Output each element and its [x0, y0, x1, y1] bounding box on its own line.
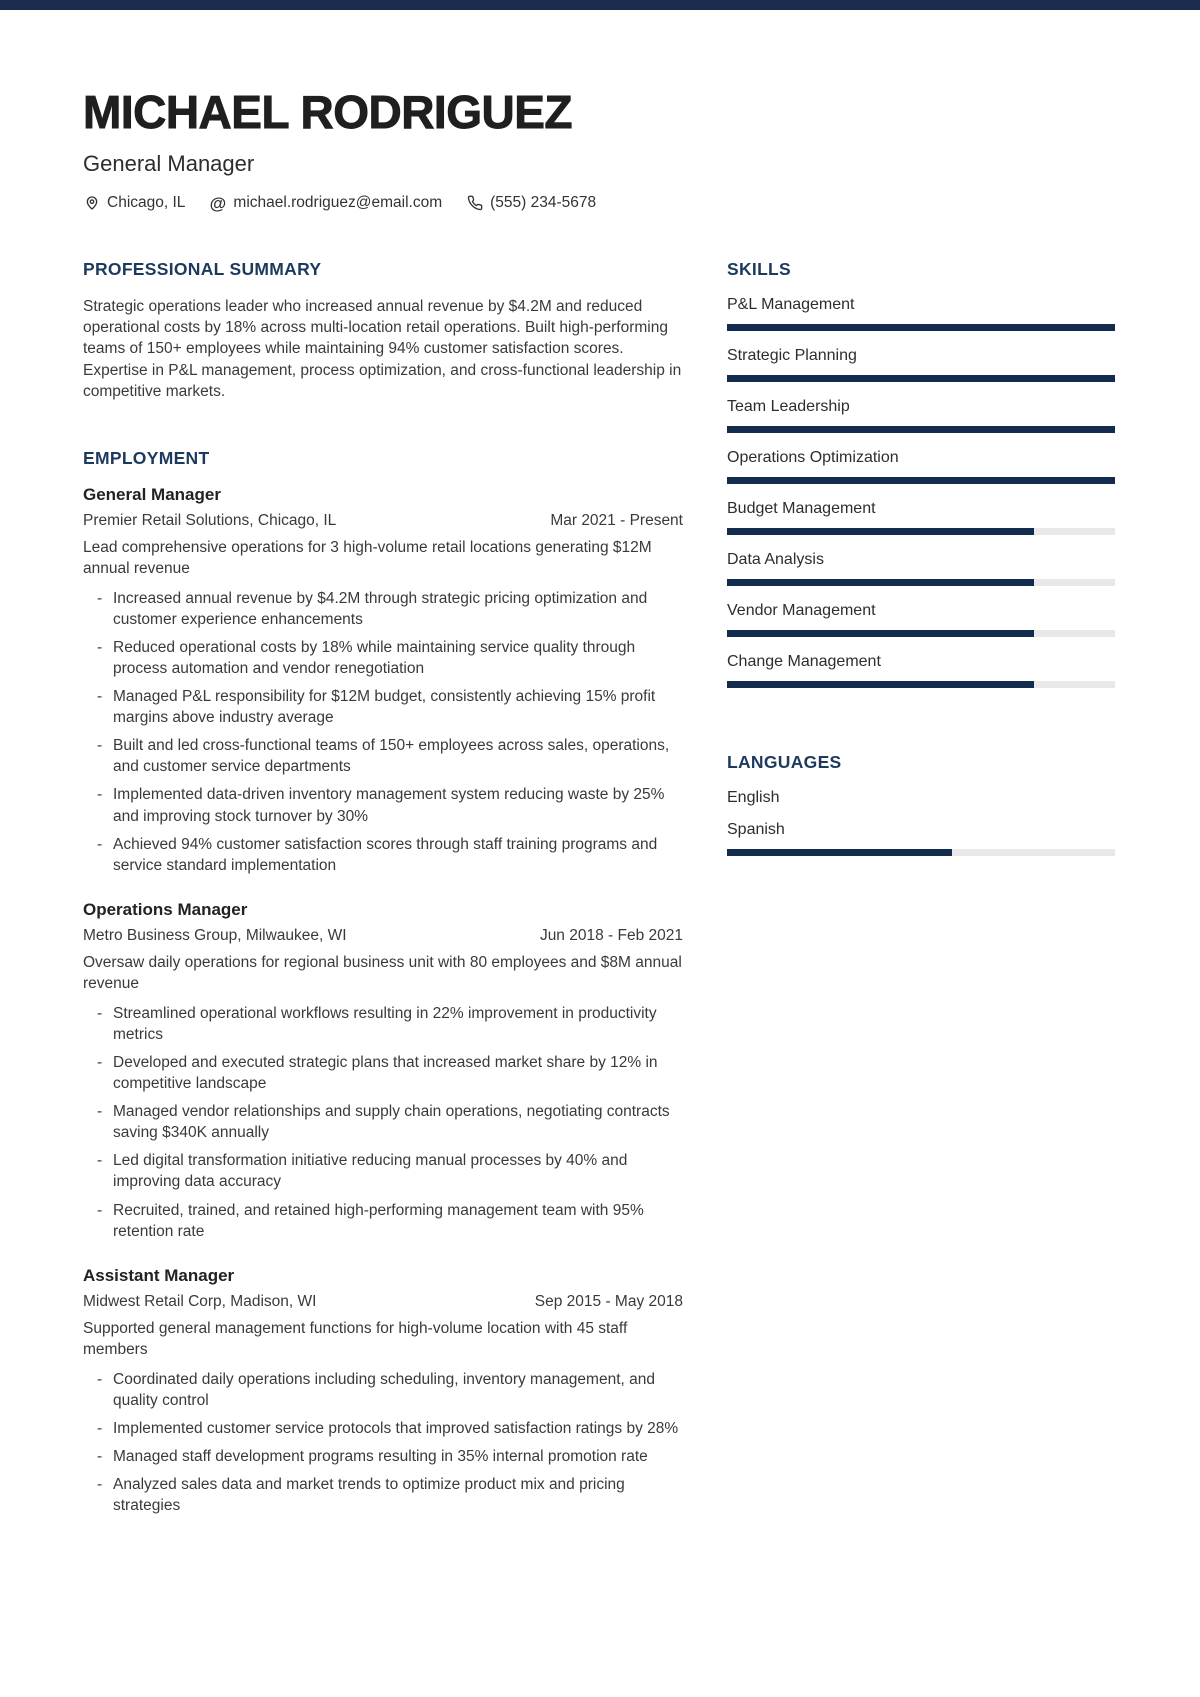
job-bullet: - Managed staff development programs resulting in 35% internal promotion rate: [97, 1446, 683, 1467]
job-bullets: [83, 588, 683, 876]
skill-label: Strategic Planning: [727, 347, 857, 365]
job-bullet: - Led digital transformation initiative reducing manual processes by 40% and improving data accuracy: [97, 1150, 683, 1192]
skill-label: Vendor Management: [727, 602, 876, 620]
language-bar-track: [727, 849, 1115, 856]
job-company: Metro Business Group, Milwaukee, WI: [83, 926, 347, 944]
skill-bar-fill: [727, 579, 1034, 586]
summary-section: [83, 259, 683, 401]
job-title: Assistant Manager: [83, 1265, 235, 1285]
map-pin-icon: [83, 195, 100, 212]
phone-icon: [466, 195, 483, 212]
job-company: Midwest Retail Corp, Madison, WI: [83, 1292, 317, 1310]
contact-email: [209, 194, 442, 212]
contact-row: [83, 194, 1115, 212]
skill-item: [727, 398, 1115, 433]
skill-bar-track: [727, 375, 1115, 382]
skill-label: Team Leadership: [727, 398, 850, 416]
employment-heading: EMPLOYMENT: [83, 447, 210, 468]
language-bar-fill: [727, 849, 952, 856]
job-meta-line: [83, 1293, 683, 1311]
job-bullet: - Managed vendor relationships and supply chain operations, negotiating contracts saving $340K annually: [97, 1101, 683, 1143]
job-entry: [83, 1266, 683, 1517]
contact-location: [83, 194, 185, 212]
skill-item: [727, 500, 1115, 535]
language-label: English: [727, 789, 780, 807]
at-sign-icon: @: [209, 193, 227, 213]
skill-item: [727, 296, 1115, 331]
person-title: General Manager: [83, 151, 255, 177]
languages-section: [727, 752, 1115, 856]
job-bullets: [83, 1369, 683, 1516]
job-lead: Oversaw daily operations for regional business unit with 80 employees and $8M annual revenue: [83, 953, 682, 992]
skill-item: [727, 551, 1115, 586]
skill-bar-track: [727, 579, 1115, 586]
skill-label: Data Analysis: [727, 551, 824, 569]
language-label: Spanish: [727, 821, 785, 839]
job-bullet: - Increased annual revenue by $4.2M through strategic pricing optimization and customer experience enhancements: [97, 588, 683, 630]
job-meta-line: [83, 512, 683, 530]
top-accent-bar: [0, 0, 1200, 10]
job-bullet: - Analyzed sales data and market trends to optimize product mix and pricing strategies: [97, 1474, 683, 1516]
resume-header: [83, 88, 1115, 212]
job-title: General Manager: [83, 484, 221, 504]
skill-item: [727, 449, 1115, 484]
skill-bar-fill: [727, 681, 1034, 688]
skill-label: Operations Optimization: [727, 449, 899, 467]
job-bullet: - Achieved 94% customer satisfaction scores through staff training programs and service standard implementation: [97, 834, 683, 876]
job-dates: Jun 2018 - Feb 2021: [539, 926, 683, 944]
contact-email-text: michael.rodriguez@email.com: [233, 194, 443, 212]
skill-bar-fill: [727, 426, 1115, 433]
job-title: Operations Manager: [83, 899, 248, 919]
skill-item: [727, 602, 1115, 637]
skill-item: [727, 347, 1115, 382]
sidebar-column: [727, 259, 1115, 1523]
job-entry: [83, 485, 683, 876]
job-bullet: - Reduced operational costs by 18% while maintaining service quality through process automation and vendor renegotiation: [97, 637, 683, 679]
contact-phone-text: (555) 234-5678: [490, 194, 597, 212]
languages-heading: LANGUAGES: [727, 752, 842, 773]
job-entry: [83, 900, 683, 1242]
job-company: Premier Retail Solutions, Chicago, IL: [83, 511, 337, 529]
contact-location-text: Chicago, IL: [107, 194, 186, 212]
language-item: [727, 789, 1115, 807]
page-content: [0, 10, 1200, 1523]
job-bullet: - Coordinated daily operations including scheduling, inventory management, and quality control: [97, 1369, 683, 1411]
skill-bar-track: [727, 528, 1115, 535]
job-dates: Mar 2021 - Present: [550, 511, 683, 529]
contact-phone: [466, 194, 596, 212]
employment-section: [83, 448, 683, 1517]
job-bullets: [83, 1003, 683, 1242]
skill-label: P&L Management: [727, 296, 855, 314]
skills-heading: SKILLS: [727, 259, 792, 280]
skill-bar-track: [727, 477, 1115, 484]
job-lead: Lead comprehensive operations for 3 high-volume retail locations generating $12M annual revenue: [83, 538, 652, 577]
skill-bar-fill: [727, 477, 1115, 484]
job-dates: Sep 2015 - May 2018: [534, 1292, 683, 1310]
summary-heading: PROFESSIONAL SUMMARY: [83, 259, 322, 280]
job-bullet: - Streamlined operational workflows resulting in 22% improvement in productivity metrics: [97, 1003, 683, 1045]
job-bullet: - Built and led cross-functional teams of 150+ employees across sales, operations, and customer service departments: [97, 735, 683, 777]
job-lead: Supported general management functions for high-volume location with 45 staff members: [83, 1319, 628, 1358]
skill-bar-track: [727, 681, 1115, 688]
job-bullet: - Implemented customer service protocols that improved satisfaction ratings by 28%: [97, 1418, 683, 1439]
skill-bar-fill: [727, 375, 1115, 382]
skill-label: Budget Management: [727, 500, 876, 518]
skill-bar-track: [727, 630, 1115, 637]
skill-label: Change Management: [727, 653, 881, 671]
job-bullet: - Implemented data-driven inventory management system reducing waste by 25% and improving stock turnover by 30%: [97, 784, 683, 826]
columns: [83, 259, 1115, 1523]
skill-bar-fill: [727, 528, 1034, 535]
skill-bar-fill: [727, 324, 1115, 331]
main-column: [83, 259, 683, 1523]
skill-bar-track: [727, 426, 1115, 433]
person-name: MICHAEL RODRIGUEZ: [83, 86, 572, 138]
skills-section: [727, 259, 1115, 688]
skill-item: [727, 653, 1115, 688]
skill-bar-fill: [727, 630, 1034, 637]
language-item: [727, 821, 1115, 856]
skill-bar-track: [727, 324, 1115, 331]
job-bullet: - Recruited, trained, and retained high-performing management team with 95% retention rate: [97, 1200, 683, 1242]
summary-text: Strategic operations leader who increased annual revenue by $4.2M and reduced operational costs by 18% across multi-location retail operations. Built high-performing teams of 150+ employees while maintaining 94% customer satisfaction scores. Expertise in P&L management, process optimization, and cross-functional leadership in competitive markets.: [83, 298, 682, 400]
job-bullet: - Managed P&L responsibility for $12M budget, consistently achieving 15% profit margins above industry average: [97, 686, 683, 728]
job-bullet: - Developed and executed strategic plans that increased market share by 12% in competitive landscape: [97, 1052, 683, 1094]
job-meta-line: [83, 927, 683, 945]
